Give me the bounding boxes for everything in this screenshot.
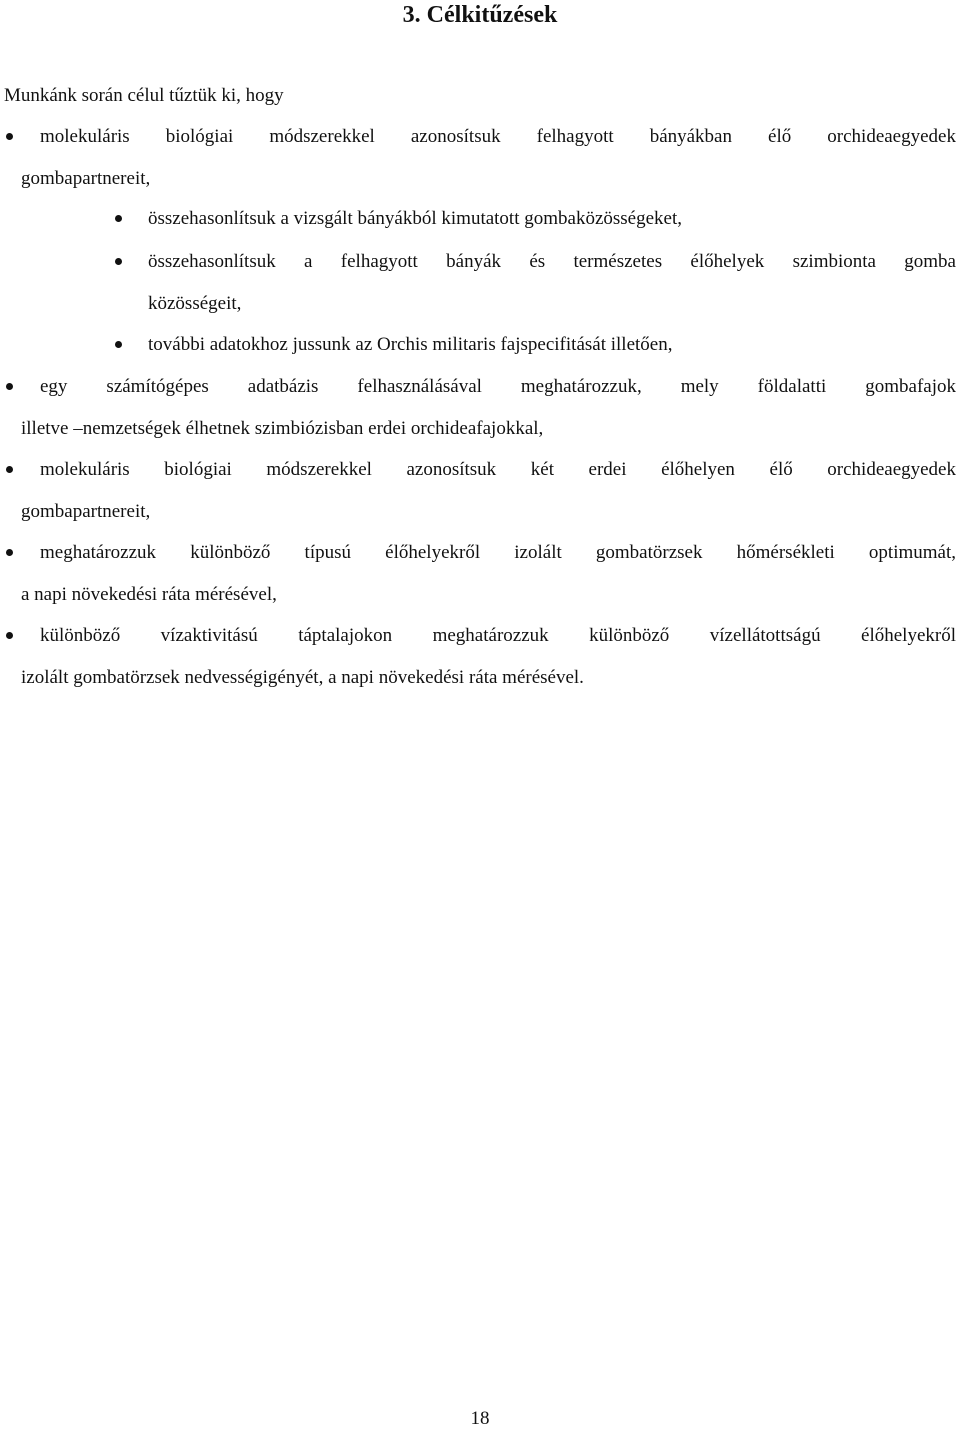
- bullet-icon: [115, 258, 122, 265]
- list-item: [40, 457, 956, 483]
- list-item-continuation: [21, 665, 584, 691]
- bullet-icon: [6, 133, 13, 140]
- list-item-line2: gombapartnereit,: [21, 501, 151, 522]
- list-item-line1: összehasonlítsuk a vizsgált bányákból kimutatott gombaközösségeket,: [148, 208, 683, 229]
- list-item-line2: a napi növekedési ráta mérésével,: [21, 584, 277, 605]
- list-item: [148, 206, 682, 232]
- list-item: [40, 124, 956, 150]
- list-item: [40, 623, 956, 649]
- bullet-icon: [115, 215, 122, 222]
- list-item-line1: összehasonlítsuk a felhagyott bányák és természetes élőhelyek szimbionta gomba: [148, 251, 956, 272]
- list-item-line2: gombapartnereit,: [21, 168, 151, 189]
- list-item: [148, 332, 672, 358]
- bullet-icon: [6, 466, 13, 473]
- list-item-continuation: [21, 499, 150, 525]
- list-item-continuation: [148, 291, 241, 317]
- page-number: 18: [470, 1408, 490, 1429]
- bullet-icon: [6, 632, 13, 639]
- list-item-line2: illetve –nemzetségek élhetnek szimbiózisban erdei orchideafajokkal,: [21, 418, 544, 439]
- intro-text: Munkánk során célul tűztük ki, hogy: [4, 85, 284, 106]
- list-item: [148, 249, 956, 275]
- list-item: [40, 374, 956, 400]
- list-item-line2: közösségeit,: [148, 293, 242, 314]
- list-item-continuation: [21, 166, 150, 192]
- section-heading: 3. Célkitűzések: [402, 2, 558, 28]
- list-item: [40, 540, 956, 566]
- list-item-line1: molekuláris biológiai módszerekkel azonosítsuk felhagyott bányákban élő orchideaegyedek: [40, 126, 956, 147]
- bullet-icon: [115, 341, 122, 348]
- bullet-icon: [6, 549, 13, 556]
- list-item-line1: meghatározzuk különböző típusú élőhelyekről izolált gombatörzsek hőmérsékleti optimumát,: [40, 542, 956, 563]
- list-item-line1: egy számítógépes adatbázis felhasználásával meghatározzuk, mely földalatti gombafajok: [40, 376, 956, 397]
- list-item-line1: különböző vízaktivitású táptalajokon meghatározzuk különböző vízellátottságú élőhelyekről: [40, 625, 956, 646]
- list-item-line2: izolált gombatörzsek nedvességigényét, a napi növekedési ráta mérésével.: [21, 667, 584, 688]
- list-item-line1: molekuláris biológiai módszerekkel azonosítsuk két erdei élőhelyen élő orchideaegyedek: [40, 459, 956, 480]
- list-item-line1: további adatokhoz jussunk az Orchis militaris fajspecifitását illetően,: [148, 334, 673, 355]
- bullet-icon: [6, 383, 13, 390]
- list-item-continuation: [21, 582, 277, 608]
- list-item-continuation: [21, 416, 543, 442]
